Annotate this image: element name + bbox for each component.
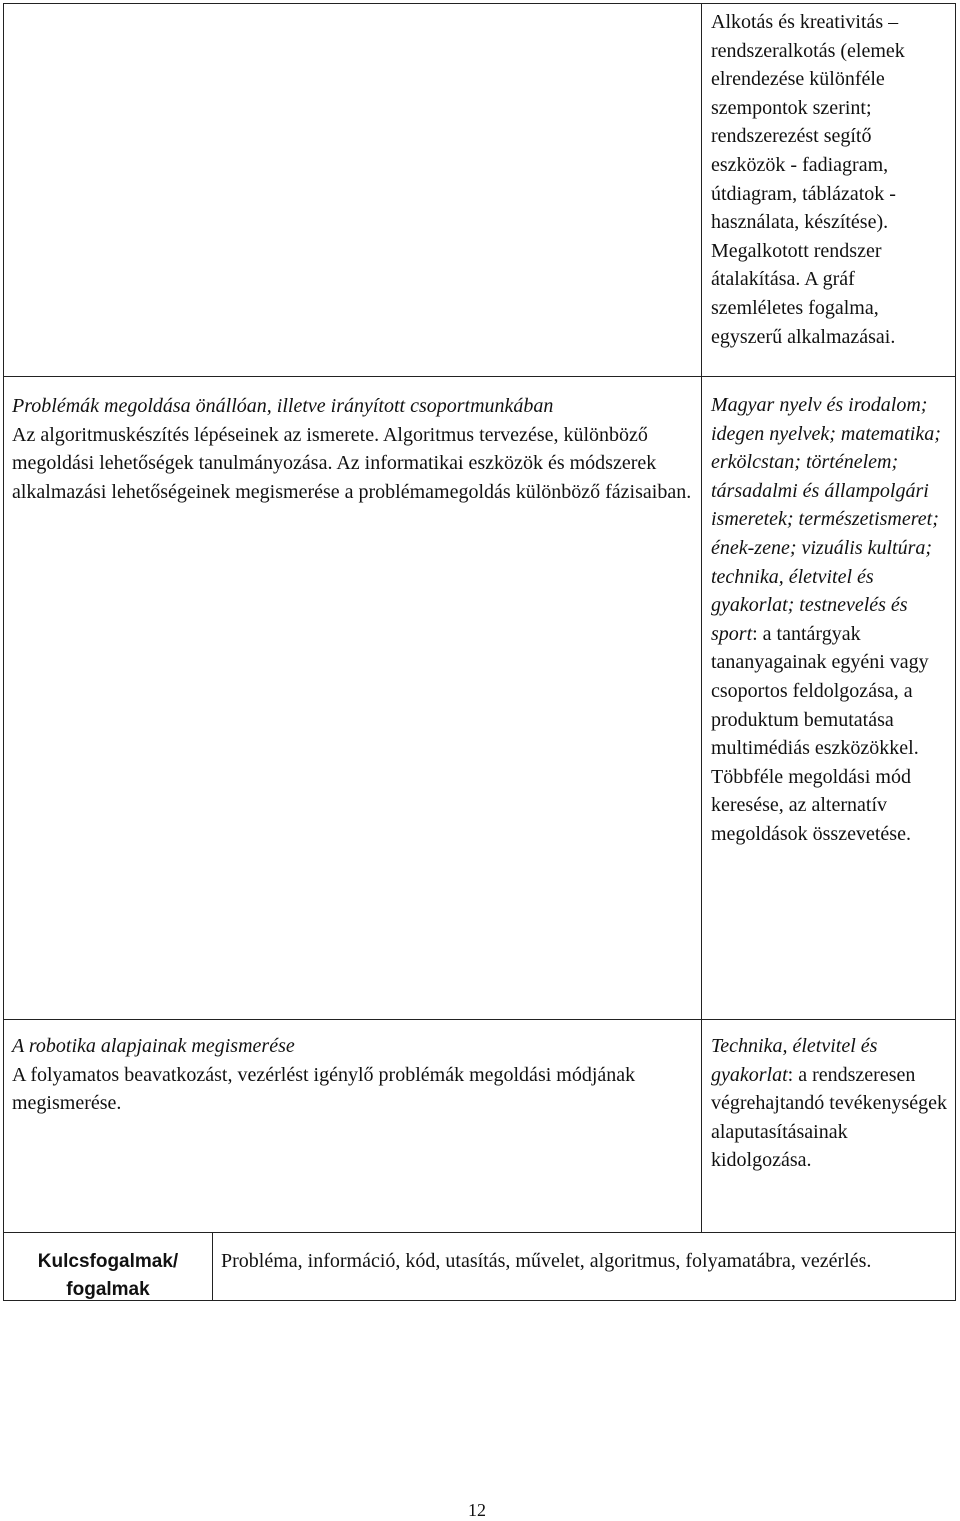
technika-italic: Technika, életvitel és gyakorlat	[711, 1035, 878, 1086]
subjects-italic: Magyar nyelv és irodalom; idegen nyelvek; matematika; erkölcstan; történelem; társadalmi és állampolgári ismeretek; természetismeret; ének-zene; vizuális kultúra; technika, életvitel és gyakorlat; testnevelés és sport	[711, 394, 941, 645]
table-cell-left	[4, 4, 702, 376]
table-cell-right	[702, 377, 954, 1019]
key-concepts-label: Kulcsfogalmak/ fogalmak	[37, 1251, 179, 1300]
table-cell-left	[4, 377, 702, 1019]
page-number: 12	[468, 1500, 486, 1520]
table-cell-left	[4, 1020, 702, 1232]
table-row	[4, 1233, 955, 1300]
curriculum-table	[3, 3, 956, 1301]
subjects-body: : a tantárgyak tananyagainak egyéni vagy csoportos feldolgozása, a produktum bemutatása multimédiás eszközökkel.	[711, 622, 929, 760]
table-row	[4, 1020, 955, 1233]
table-row	[4, 4, 955, 377]
technika-body: : a rendszeresen végrehajtandó tevékenységek alaputasításainak kidolgozása.	[711, 1063, 948, 1172]
key-concepts-label-cell	[4, 1233, 213, 1300]
table-row	[4, 377, 955, 1020]
robotics-heading: A robotika alapjainak megismerése	[12, 1035, 295, 1057]
table-cell-right	[702, 1020, 954, 1232]
alternatives-text: Többféle megoldási mód keresése, az alternatív megoldások összevetése.	[711, 765, 911, 845]
robotics-body: A folyamatos beavatkozást, vezérlést igénylő problémák megoldási módjának megismerése.	[12, 1063, 636, 1115]
key-concepts-value-cell	[213, 1233, 955, 1300]
problem-solving-body: Az algoritmuskészítés lépéseinek az ismerete. Algoritmus tervezése, különböző megoldási lehetőségek tanulmányozása. Az informatikai eszközök és módszerek alkalmazási lehetőségeinek megismerése a problémamegoldás különböző fázisaiban.	[12, 423, 692, 503]
problem-solving-heading: Problémák megoldása önállóan, illetve irányított csoportmunkában	[12, 395, 554, 417]
table-cell-right	[702, 4, 954, 376]
creativity-text: Alkotás és kreativitás – rendszeralkotás (elemek elrendezése különféle szempontok szerint; rendszerezést segítő eszközök - fadiagram, útdiagram, táblázatok - használata, készítése). Megalkotott rendszer átalakítása. A gráf szemléletes fogalma, egyszerű alkalmazásai.	[711, 11, 905, 348]
key-concepts-value: Probléma, információ, kód, utasítás, művelet, algoritmus, folyamatábra, vezérlés.	[221, 1250, 872, 1272]
